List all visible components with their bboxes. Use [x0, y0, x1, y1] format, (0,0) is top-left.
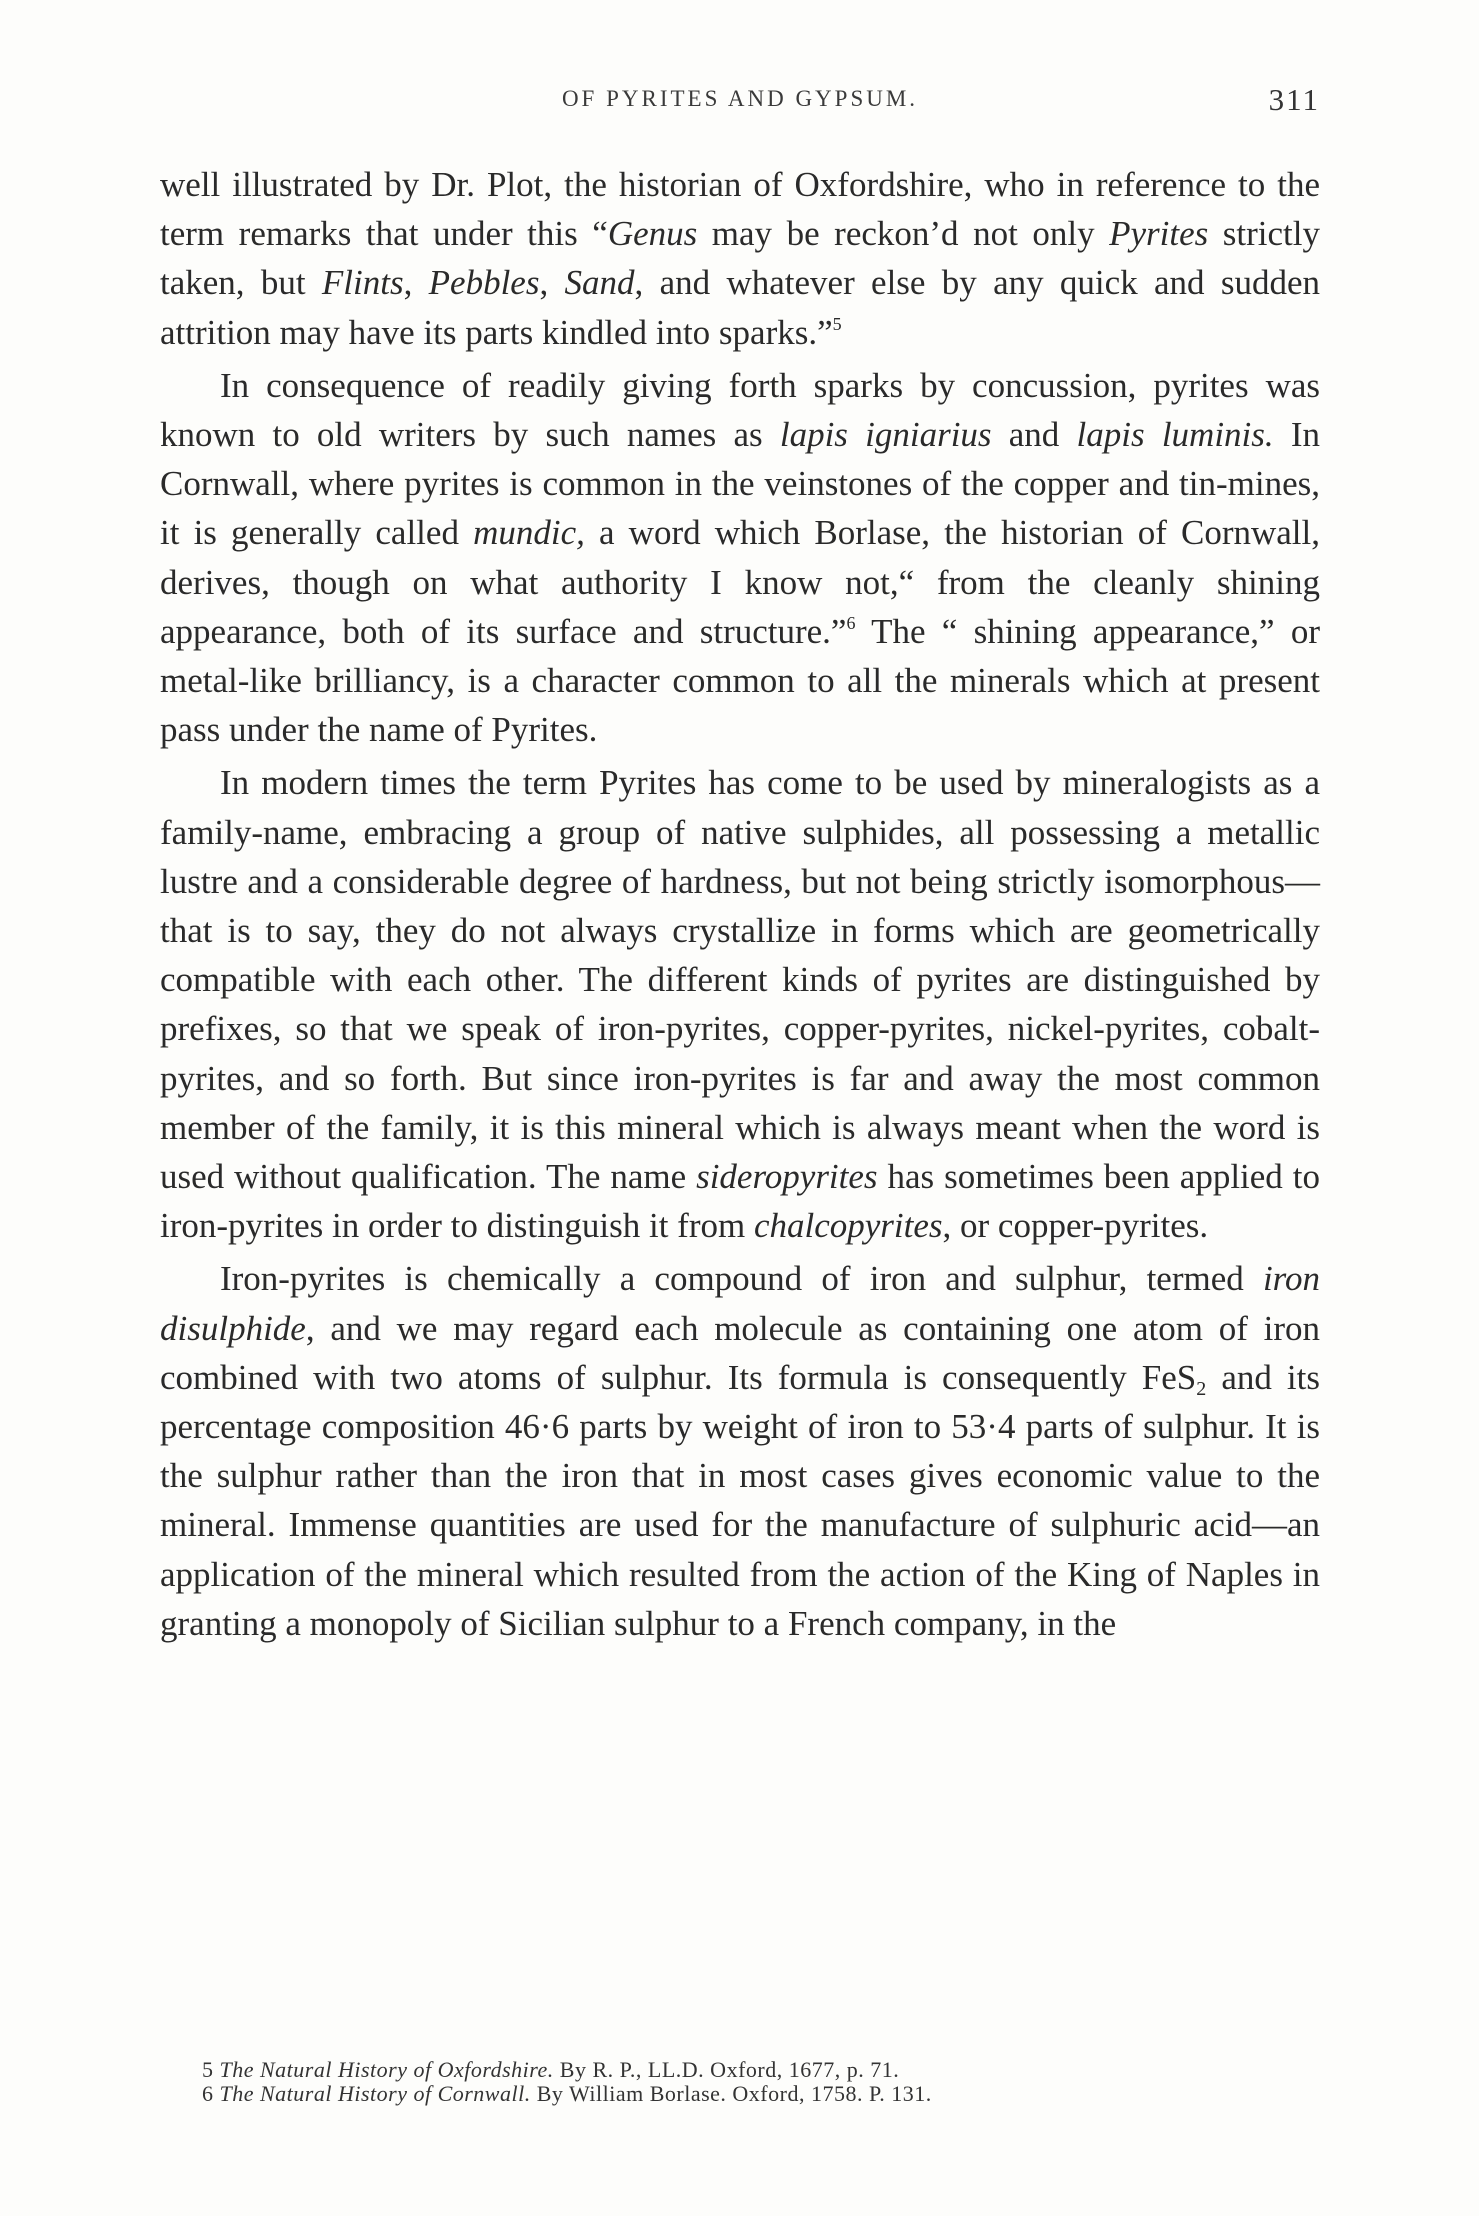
- paragraph-4: Iron-pyrites is chemically a compound of iron and sulphur, termed iron disulphide, and we may regard each molecule as containing one atom of iron combined with two atoms of sulphur. Its formula is consequently FeS$_2$ and its percentage composition 46·6 parts by weight of iron to 53·4 parts of sulphur. It is the sulphur rather than the iron that in most cases gives economic value to the mineral. Immense quantities are used for the manufacture of sulphuric acid—an application of the mineral which resulted from the action of the King of Naples in granting a monopoly of Sicilian sulphur to a French company, in the: [160, 1259, 1320, 1643]
- running-head: [160, 82, 1320, 122]
- paragraph-2: In consequence of readily giving forth sparks by concussion, pyrites was known to old writers by such names as lapis igniarius and lapis luminis. In Cornwall, where pyrites is common in the veinstones of the copper and tin-mines, it is generally called mundic, a word which Borlase, the historian of Cornwall, derives, though on what authority I know not,“ from the cleanly shining appearance, both of its surface and structure.”$^6$ The “ shining appearance,” or metal-like brilliancy, is a character common to all the minerals which at present pass under the name of Pyrites.: [160, 365, 1321, 750]
- body-text: [160, 160, 1320, 1648]
- footnote-title: The Natural History of Oxfordshire.: [219, 2057, 554, 2082]
- footnote-ref-5[interactable]: 5: [832, 313, 842, 334]
- footnote-6: [202, 2082, 1322, 2106]
- footnote-ref-6[interactable]: 6: [846, 612, 856, 633]
- running-title: OF PYRITES AND GYPSUM.: [561, 86, 919, 111]
- footnote-number: 6: [202, 2081, 214, 2106]
- footnote-citation: By R. P., LL.D. Oxford, 1677, p. 71.: [553, 2057, 900, 2082]
- footnote-citation: By William Borlase. Oxford, 1758. P. 131.: [530, 2081, 932, 2106]
- formula-subscript: 2: [1196, 1377, 1207, 1400]
- footnote-number: 5: [202, 2057, 214, 2082]
- paragraph-3: In modern times the term Pyrites has come to be used by mineralogists as a family-name, embracing a group of native sulphides, all possessing a metallic lustre and a considerable degree of hardness, but not being strictly isomorphous—that is to say, they do not always crystallize in forms which are geometrically compatible with each other. The different kinds of pyrites are distinguished by prefixes, so that we speak of iron-pyrites, copper-pyrites, nickel-pyrites, cobalt-pyrites, and so forth. But since iron-pyrites is far and away the most common member of the family, it is this mineral which is always meant when the word is used without qualification. The name sideropyrites has sometimes been applied to iron-pyrites in order to distinguish it from chalcopyrites, or copper-pyrites.: [160, 763, 1320, 1246]
- page-number: 311: [1268, 82, 1320, 117]
- paragraph-1: well illustrated by Dr. Plot, the historian of Oxfordshire, who in reference to the term remarks that under this “Genus may be reckon’d not only Pyrites strictly taken, but Flints, Pebbles, Sand, and whatever else by any quick and sudden attrition may have its parts kindled into sparks.”$^5$: [160, 165, 1321, 352]
- footnote-title: The Natural History of Cornwall.: [219, 2081, 531, 2106]
- footnote-5: [202, 2058, 1322, 2082]
- footnotes: [202, 2058, 1322, 2106]
